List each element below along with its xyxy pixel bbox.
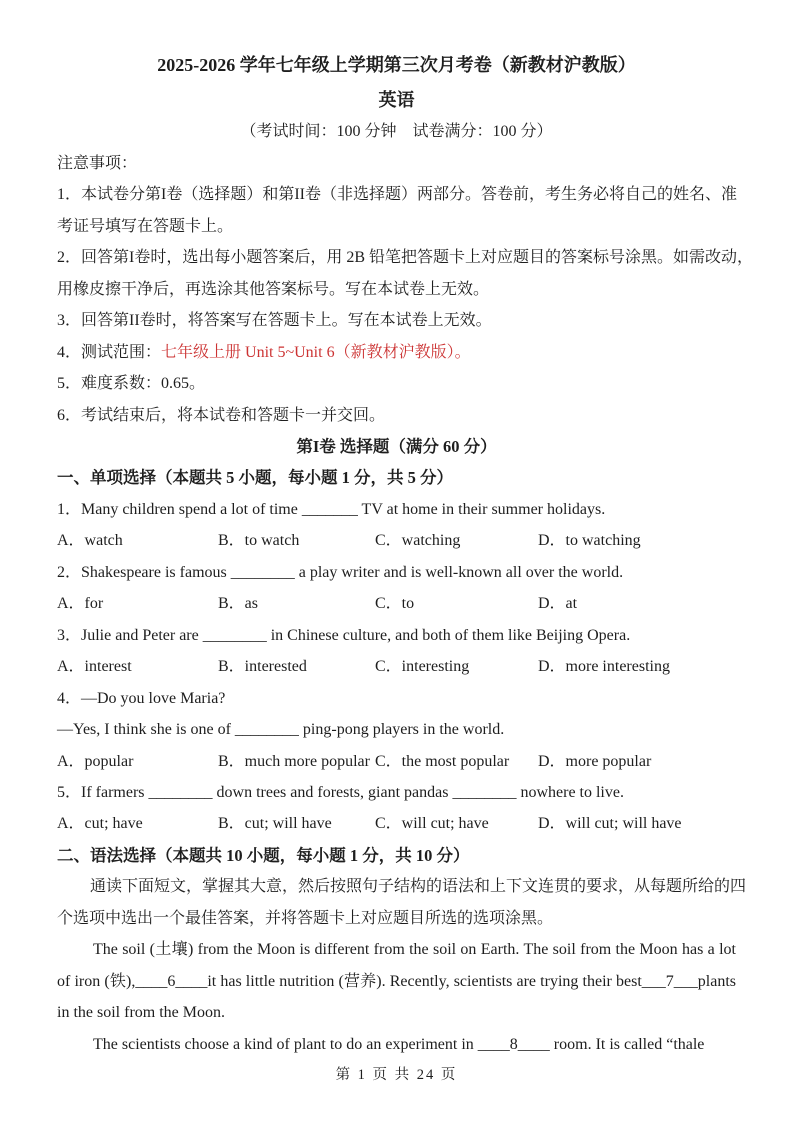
option-b: B．interested [218,658,307,676]
grammar-intro-line-2: 个选项中选出一个最佳答案，并将答题卡上对应题目所选的选项涂黑。 [57,909,554,927]
grammar-intro-line-1: 通读下面短文，掌握其大意，然后按照句子结构的语法和上下文连贯的要求，从每题所给的四 [90,878,747,896]
option-a: A．for [57,595,104,613]
question-stem: 5．If farmers ________ down trees and forests, giant pandas ________ nowhere to live. [57,783,624,801]
option-d: D．more interesting [538,658,670,676]
question-2 [57,557,736,620]
question-stem: 2．Shakespeare is famous ________ a play writer and is well-known all over the world. [57,563,624,581]
question-5 [57,777,736,840]
option-d: D．more popular [538,752,652,770]
notice-heading: 注意事项： [57,154,138,172]
notice-item-1-line-2: 考证号填写在答题卡上。 [57,217,234,235]
question-3 [57,620,736,683]
options-row [57,588,736,619]
question-1 [57,494,736,557]
question-stem-answer-line: —Yes, I think she is one of ________ ping-pong players in the world. [57,721,505,739]
question-4 [57,683,736,777]
question-stem: 4．—Do you love Maria? [57,689,226,707]
notice-item-5: 5．难度系数：0.65。 [57,375,206,393]
notice-item-2-line-1: 2．回答第I卷时，选出每小题答案后，用 2B 铅笔把答题卡上对应题目的答案标号涂黑。如需改动， [57,249,754,267]
exam-info: （考试时间：100 分钟 试卷满分：100 分） [240,123,553,141]
option-a: A．popular [57,752,134,770]
part1-heading: 一、单项选择（本题共 5 小题，每小题 1 分，共 5 分） [57,468,453,488]
question-stem: 1．Many children spend a lot of time _______ TV at home in their summer holidays. [57,500,606,518]
option-b: B．to watch [218,532,300,550]
notice-item-1-line-1: 1．本试卷分第I卷（选择题）和第II卷（非选择题）两部分。答卷前，考生务必将自己的姓名、准 [57,186,737,204]
option-d: D．to watching [538,532,641,550]
part2-heading: 二、语法选择（本题共 10 小题，每小题 1 分，共 10 分） [57,845,470,865]
option-c: C．will cut; have [375,815,489,833]
section1-heading: 第I卷 选择题（满分 60 分） [296,436,497,456]
option-d: D．will cut; will have [538,815,682,833]
option-c: C．interesting [375,658,470,676]
option-c: C．to [375,595,415,613]
option-b: B．as [218,595,259,613]
option-b: B．much more popular [218,752,370,770]
passage-paragraph-1-line-2: of iron (铁),____6____it has little nutrition (营养). Recently, scientists are trying their best___7___plants [57,972,736,990]
options-row [57,746,736,777]
option-b: B．cut; will have [218,815,332,833]
notice-item-6: 6．考试结束后，将本试卷和答题卡一并交回。 [57,406,386,424]
option-c: C．watching [375,532,461,550]
options-row [57,651,736,682]
option-a: A．watch [57,532,123,550]
notice-item-4-prefix: 4．测试范围： [57,343,162,361]
option-c: C．the most popular [375,752,510,770]
notice-item-2-line-2: 用橡皮擦干净后，再选涂其他答案标号。写在本试卷上无效。 [57,280,490,298]
passage-paragraph-2-line-1: The scientists choose a kind of plant to do an experiment in ____8____ room. It is called “thale [93,1035,705,1053]
option-a: A．interest [57,658,132,676]
options-row [57,525,736,556]
notice-item-4 [57,337,736,368]
page-footer: 第 1 页 共 24 页 [335,1067,458,1084]
page-title: 2025-2026 学年七年级上学期第三次月考卷（新教材沪教版） [157,55,636,75]
notice-item-4-test-range: 七年级上册 Unit 5~Unit 6（新教材沪教版）。 [161,343,471,361]
passage-paragraph-1-line-3: in the soil from the Moon. [57,1004,225,1022]
notice-item-3: 3．回答第II卷时，将答案写在答题卡上。写在本试卷上无效。 [57,312,492,330]
options-row [57,808,736,839]
question-stem: 3．Julie and Peter are ________ in Chinese culture, and both of them like Beijing Opera. [57,626,631,644]
option-a: A．cut; have [57,815,143,833]
option-d: D．at [538,595,578,613]
subject-title: 英语 [378,90,415,110]
passage-paragraph-1-line-1: The soil (土壤) from the Moon is different from the soil on Earth. The soil from the Moon has a lot [93,941,736,959]
